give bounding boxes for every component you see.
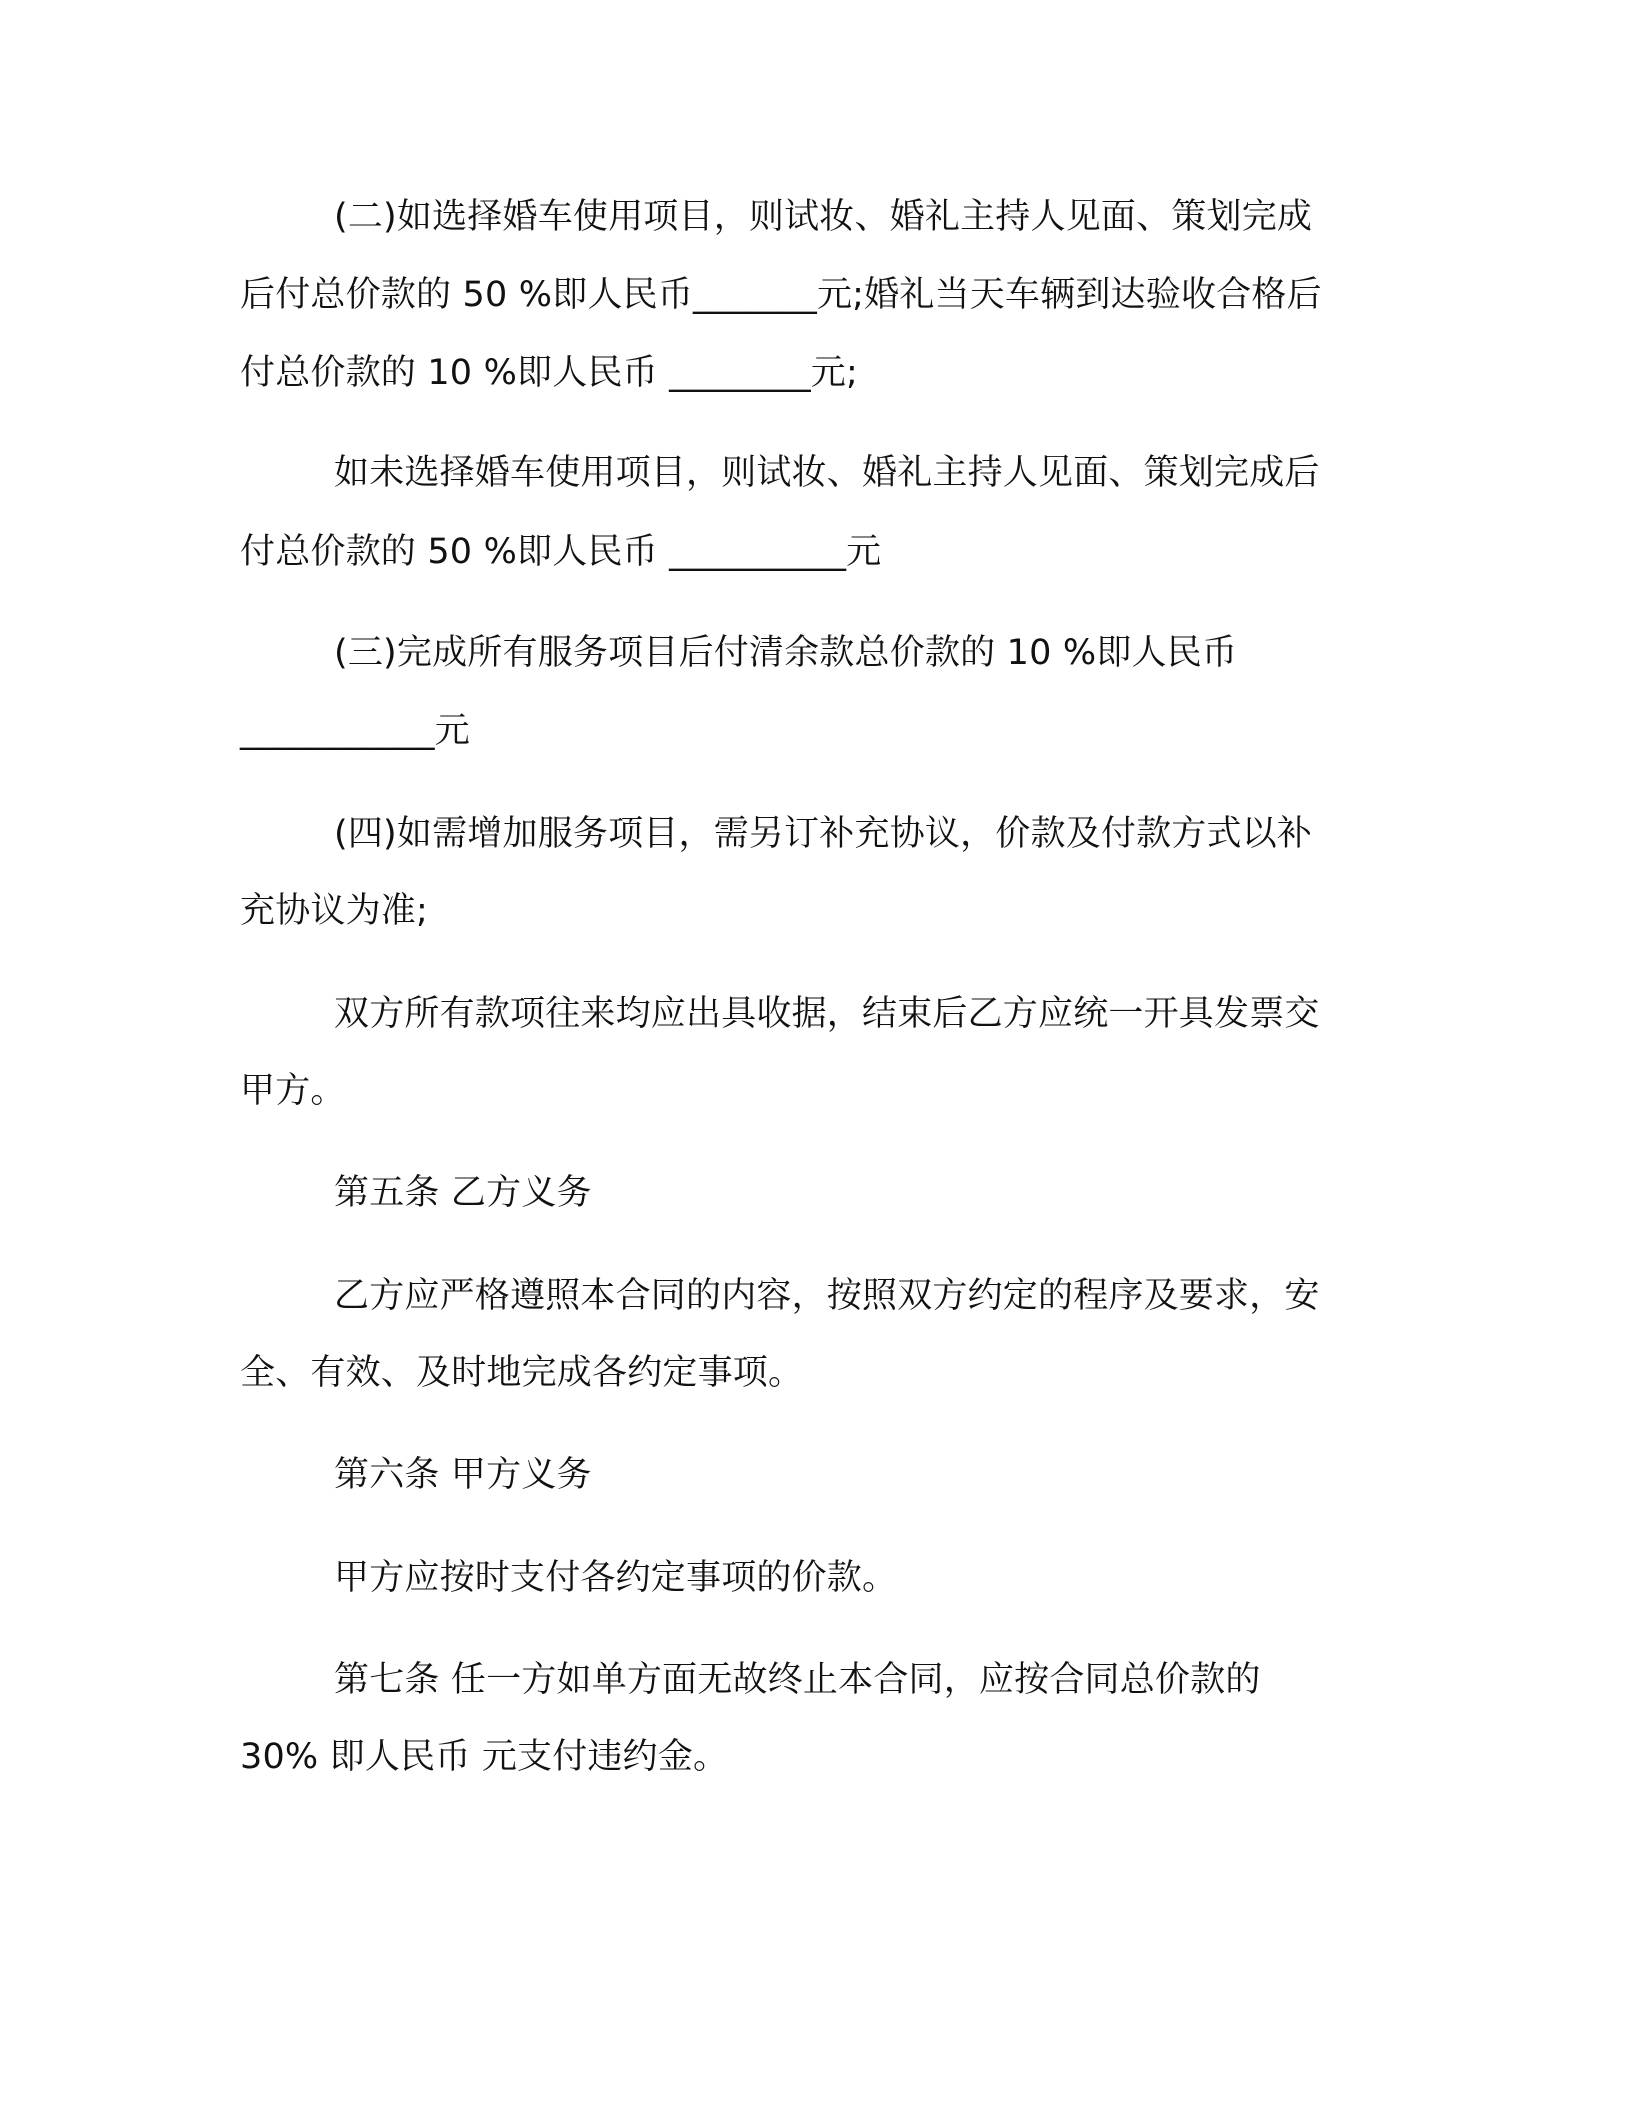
article-7-line-1: 第七条 任一方如单方面无故终止本合同，应按合同总价款的 (334, 1660, 1261, 1700)
clause-3-line-1: (三)完成所有服务项目后付清余款总价款的 10 %即人民币 (334, 633, 1238, 673)
article-7-line-2: 30% 即人民币 元支付违约金。 (240, 1737, 729, 1777)
receipt-line-2: 甲方。 (240, 1071, 346, 1111)
clause-3-line-2: ___________元 (240, 711, 470, 751)
receipt-line-1: 双方所有款项往来均应出具收据，结束后乙方应统一开具发票交 (334, 994, 1320, 1034)
article-5-heading: 第五条 乙方义务 (334, 1173, 592, 1213)
article-6-text: 甲方应按时支付各约定事项的价款。 (334, 1558, 898, 1598)
clause-4-line-1: (四)如需增加服务项目，需另订补充协议，价款及付款方式以补 (334, 814, 1313, 854)
no-car-line-1: 如未选择婚车使用项目，则试妆、婚礼主持人见面、策划完成后 (334, 453, 1320, 493)
article-6-heading: 第六条 甲方义务 (334, 1455, 592, 1495)
clause-4-line-2: 充协议为准; (240, 891, 428, 931)
article-5-text-line-2: 全、有效、及时地完成各约定事项。 (240, 1353, 804, 1393)
article-5-text-line-1: 乙方应严格遵照本合同的内容，按照双方约定的程序及要求，安 (334, 1276, 1320, 1316)
clause-2-line-2: 后付总价款的 50 %即人民币_______元;婚礼当天车辆到达验收合格后 (240, 275, 1322, 315)
clause-2-line-3: 付总价款的 10 %即人民币 ________元; (240, 353, 858, 393)
no-car-line-2: 付总价款的 50 %即人民币 __________元 (240, 532, 882, 572)
clause-2-line-1: (二)如选择婚车使用项目，则试妆、婚礼主持人见面、策划完成 (334, 197, 1313, 237)
